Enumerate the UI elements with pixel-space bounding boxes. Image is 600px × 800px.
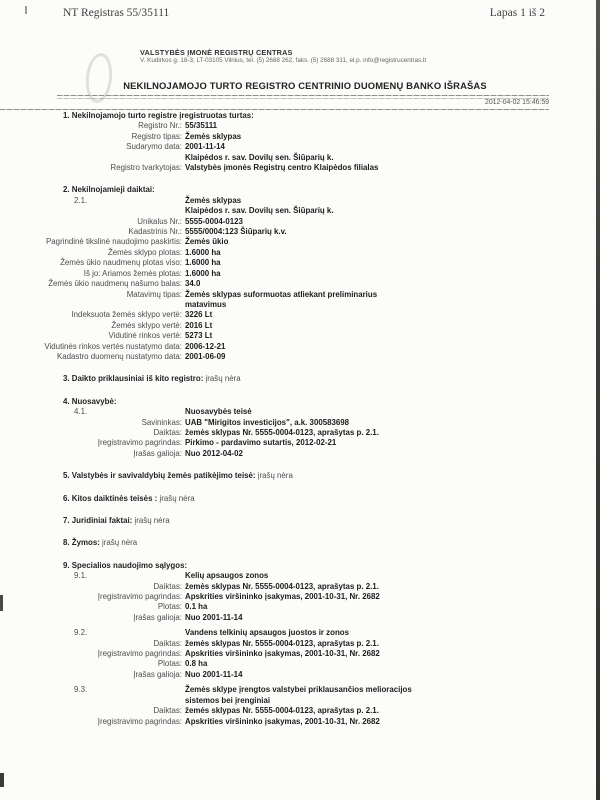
field-row: [0, 258, 600, 268]
field-row: [0, 670, 600, 680]
field-label: Plotas:: [157, 659, 182, 669]
document-section: [0, 397, 600, 459]
field-value-line: 2006-12-21: [185, 341, 226, 351]
field-value: [185, 310, 212, 320]
field-value: [185, 582, 379, 592]
field-label: Daiktas:: [153, 638, 182, 648]
field-label: Įregistravimo pagrindas:: [97, 716, 182, 726]
item-number: 2.1.: [74, 195, 88, 205]
document-section: [0, 374, 600, 384]
section-heading: [0, 494, 600, 504]
field-row: [0, 227, 600, 237]
field-value-line: Nuo 2001-11-14: [185, 669, 243, 679]
field-label: [0, 628, 182, 638]
field-row: [0, 717, 600, 727]
field-label: [0, 407, 182, 417]
field-value: [185, 227, 287, 237]
field-row: [0, 163, 600, 173]
field-value-line: 2016 Lt: [185, 320, 213, 330]
scan-mark-artifact: [0, 595, 3, 611]
field-label: Matavimų tipas:: [126, 289, 182, 299]
field-label: Unikalus Nr.:: [137, 216, 182, 226]
organization-name: VALSTYBĖS ĮMONĖ REGISTRŲ CENTRAS: [140, 48, 293, 57]
field-value: [185, 279, 200, 289]
scan-mark-artifact: [0, 773, 4, 787]
item-number: 9.3.: [74, 685, 88, 695]
scan-mark-artifact: [25, 6, 27, 14]
section-heading-text: 4. Nuosavybė:: [63, 396, 117, 406]
document-section: [0, 538, 600, 548]
field-value: [185, 628, 349, 638]
registru-centras-logo-mark: [83, 52, 114, 104]
field-label: Kadastro duomenų nustatymo data:: [56, 351, 182, 361]
field-label: [0, 196, 182, 217]
field-value: [185, 571, 268, 581]
section-heading-text: 6. Kitos daiktinės teisės :: [63, 493, 158, 503]
field-value-line: Nuo 2001-11-14: [185, 612, 243, 622]
field-label: Įregistravimo pagrindas:: [97, 592, 182, 602]
field-label: Įregistravimo pagrindas:: [97, 649, 182, 659]
field-value-line: Vandens telkinių apsaugos juostos ir zonos: [185, 628, 349, 638]
document-title: NEKILNOJAMOJO TURTO REGISTRO CENTRINIO DUOMENŲ BANKO IŠRAŠAS: [123, 80, 487, 91]
section-heading: [0, 111, 600, 121]
field-row: [0, 592, 600, 602]
field-row: [0, 269, 600, 279]
field-row: [0, 279, 600, 289]
field-value: [185, 449, 243, 459]
field-row: [0, 438, 600, 448]
field-value-line: 5555/0004:123 Šiūparių k.v.: [185, 227, 287, 237]
field-row: [0, 290, 600, 311]
field-value-line: žemės sklypas Nr. 5555-0004-0123, aprašytas p. 2.1.: [185, 581, 379, 591]
field-value-line: Klaipėdos r. sav. Dovilų sen. Šiūparių k.: [185, 152, 334, 162]
field-label: Įrašas galioja:: [133, 612, 182, 622]
field-row: [0, 121, 600, 131]
section-heading: [0, 397, 600, 407]
field-row: [0, 331, 600, 341]
field-value-line: 2001-11-14: [185, 142, 225, 152]
field-label: Vidutinė rinkos vertė:: [108, 331, 182, 341]
field-value: [185, 352, 225, 362]
section-heading-text: 1. Nekilnojamojo turto registre įregistruotas turtas:: [63, 111, 254, 120]
field-row: [0, 685, 600, 706]
field-value: [185, 269, 221, 279]
generated-timestamp: 2012-04-02 15:46:59: [485, 99, 549, 106]
document-section: [0, 516, 600, 526]
page-margin-header: [63, 7, 545, 19]
field-value: [185, 153, 334, 163]
item-number: 4.1.: [74, 407, 88, 417]
document-section: [0, 561, 600, 727]
field-value: [185, 639, 379, 649]
document-section: [0, 185, 600, 362]
field-label: Įrašas galioja:: [133, 669, 182, 679]
field-row: [0, 628, 600, 638]
field-value: [185, 685, 412, 706]
field-row: [0, 428, 600, 438]
field-value: [185, 258, 221, 268]
field-value: [185, 717, 380, 727]
field-row: [0, 449, 600, 459]
field-value-line: Apskrities viršininko įsakymas, 2001-10-31, Nr. 2682: [185, 649, 380, 659]
registry-number-header: NT Registras 55/35111: [63, 7, 170, 19]
field-value-line: UAB "Mirigitos investicijos", a.k. 300583698: [185, 417, 350, 427]
field-label: Daiktas:: [153, 706, 182, 716]
section-inline-value: įrašų nėra: [203, 374, 241, 384]
section-heading-text: 9. Specialios naudojimo sąlygos:: [63, 560, 188, 570]
field-value-line: žemės sklypas Nr. 5555-0004-0123, aprašytas p. 2.1.: [185, 427, 379, 437]
field-row: [0, 571, 600, 581]
field-value: [185, 121, 217, 131]
organization-address: V. Kudirkos g. 18-3, LT-03105 Vilnius, tel. (5) 2688 262, faks. (5) 2688 311, el.p. info@registrucentras.lt: [140, 57, 427, 64]
field-row: [0, 153, 600, 163]
item-number: 9.1.: [74, 571, 88, 581]
field-value-line: sistemos bei įrenginiai: [185, 695, 271, 705]
field-label: Savininkas:: [141, 417, 182, 427]
field-row: [0, 321, 600, 331]
field-value-line: 0.1 ha: [185, 602, 208, 612]
field-row: [0, 342, 600, 352]
field-value-line: matavimus: [185, 299, 227, 309]
field-label: Indeksuota žemės sklypo vertė:: [71, 310, 182, 320]
field-label: Registro tipas:: [131, 131, 182, 141]
field-value: [185, 290, 377, 311]
field-label: Registro Nr.:: [138, 121, 182, 131]
field-label: [0, 685, 182, 706]
field-label: Daiktas:: [153, 581, 182, 591]
field-label: Plotas:: [157, 602, 182, 612]
field-value-line: Kelių apsaugos zonos: [185, 571, 269, 581]
field-row: [0, 237, 600, 247]
field-row: [0, 132, 600, 142]
divider-line: [57, 95, 549, 96]
section-heading: [0, 471, 600, 481]
field-value: [185, 196, 334, 217]
field-label: [0, 571, 182, 581]
section-heading: [0, 185, 600, 195]
divider-line: [0, 109, 549, 110]
field-value: [185, 248, 221, 258]
field-value-line: Apskrities viršininko įsakymas, 2001-10-31, Nr. 2682: [185, 592, 380, 602]
field-value-line: Valstybės įmonės Registrų centro Klaipėdos filialas: [185, 163, 379, 173]
section-heading: [0, 516, 600, 526]
document-section: [0, 111, 600, 173]
field-label: Registro tvarkytojas:: [110, 163, 182, 173]
field-label: Įrašas galioja:: [133, 448, 182, 458]
field-label: Žemės sklypo plotas:: [107, 247, 182, 257]
field-row: [0, 248, 600, 258]
section-heading-text: 3. Daikto priklausiniai iš kito registro:: [63, 374, 204, 384]
section-inline-value: įrašų nėra: [255, 471, 293, 481]
field-value-line: 3226 Lt: [185, 310, 213, 320]
document-section: [0, 471, 600, 481]
section-heading: [0, 538, 600, 548]
section-heading: [0, 561, 600, 571]
field-value-line: Nuo 2012-04-02: [185, 448, 243, 458]
field-value: [185, 428, 379, 438]
field-row: [0, 196, 600, 217]
field-value: [185, 659, 207, 669]
field-value: [185, 217, 243, 227]
field-value: [185, 592, 380, 602]
field-label: Žemės sklypo vertė:: [111, 320, 182, 330]
section-heading-text: 7. Juridiniai faktai:: [63, 516, 133, 525]
field-row: [0, 706, 600, 716]
field-row: [0, 582, 600, 592]
field-value-line: 34.0: [185, 279, 201, 289]
field-value-line: Žemės sklypas suformuotas atliekant preliminarius: [185, 289, 378, 299]
section-heading-text: 2. Nekilnojamieji daiktai:: [63, 185, 155, 195]
field-value-line: 1.6000 ha: [185, 268, 221, 278]
field-label: [0, 153, 182, 163]
field-value: [185, 602, 207, 612]
section-inline-value: įrašų nėra: [99, 538, 138, 548]
field-value-line: Pirkimo - pardavimo sutartis, 2012-02-21: [185, 438, 337, 448]
field-row: [0, 407, 600, 417]
field-value: [185, 132, 241, 142]
field-label: Kadastrinis Nr.:: [128, 227, 182, 237]
scan-edge-artifact: [596, 0, 600, 800]
field-value: [185, 237, 228, 247]
field-label: Vidutinės rinkos vertės nustatymo data:: [44, 341, 182, 351]
field-value: [185, 163, 378, 173]
field-value: [185, 407, 252, 417]
field-value-line: žemės sklypas Nr. 5555-0004-0123, aprašytas p. 2.1.: [185, 706, 379, 716]
field-value-line: Žemės sklypas: [185, 131, 242, 141]
field-value-line: Žemės sklype įrengtos valstybei priklausančios melioracijos: [185, 685, 412, 695]
field-value-line: 55/35111: [185, 121, 218, 131]
field-value: [185, 613, 242, 623]
field-value-line: 5555-0004-0123: [185, 216, 243, 226]
field-value-line: Žemės ūkio: [185, 237, 229, 247]
field-value-line: Apskrities viršininko įsakymas, 2001-10-31, Nr. 2682: [185, 716, 380, 726]
field-row: [0, 418, 600, 428]
field-row: [0, 649, 600, 659]
document-section: [0, 494, 600, 504]
field-row: [0, 352, 600, 362]
field-value-line: 2001-06-09: [185, 351, 226, 361]
field-label: Įregistravimo pagrindas:: [97, 438, 182, 448]
field-value: [185, 706, 379, 716]
field-value: [185, 331, 212, 341]
field-row: [0, 659, 600, 669]
field-label: Žemės ūkio naudmenų plotas viso:: [60, 258, 182, 268]
field-row: [0, 217, 600, 227]
field-label: Pagrindinė tikslinė naudojimo paskirtis:: [46, 237, 182, 247]
field-value-line: 1.6000 ha: [185, 247, 221, 257]
field-value-line: Žemės sklypas: [185, 195, 242, 205]
field-value-line: Nuosavybės teisė: [185, 407, 252, 417]
field-label: Žemės ūkio naudmenų našumo balas:: [48, 279, 182, 289]
field-value: [185, 321, 212, 331]
section-heading: [0, 374, 600, 384]
field-value: [185, 649, 380, 659]
section-inline-value: įrašų nėra: [132, 516, 170, 525]
field-label: Sudarymo data:: [126, 142, 182, 152]
section-heading-text: 8. Žymos:: [63, 538, 100, 548]
field-value: [185, 438, 336, 448]
field-row: [0, 639, 600, 649]
field-value: [185, 670, 242, 680]
field-value-line: Klaipėdos r. sav. Dovilų sen. Šiūparių k.: [185, 206, 334, 216]
field-row: [0, 142, 600, 152]
field-value-line: 1.6000 ha: [185, 258, 221, 268]
field-value: [185, 142, 225, 152]
field-row: [0, 310, 600, 320]
field-row: [0, 613, 600, 623]
section-heading-text: 5. Valstybės ir savivaldybių žemės patikėjimo teisė:: [63, 471, 256, 481]
field-value-line: 5273 Lt: [185, 331, 213, 341]
field-label: Iš jo: Ariamos žemės plotas:: [83, 268, 182, 278]
page-counter: Lapas 1 iš 2: [489, 7, 545, 19]
item-number: 9.2.: [74, 628, 88, 638]
document-body: [0, 111, 600, 739]
section-inline-value: įrašų nėra: [157, 493, 195, 503]
field-row: [0, 602, 600, 612]
field-value-line: 0.8 ha: [185, 659, 208, 669]
field-value-line: žemės sklypas Nr. 5555-0004-0123, aprašytas p. 2.1.: [185, 638, 379, 648]
field-label: Daiktas:: [153, 427, 182, 437]
field-value: [185, 342, 225, 352]
field-value: [185, 418, 349, 428]
